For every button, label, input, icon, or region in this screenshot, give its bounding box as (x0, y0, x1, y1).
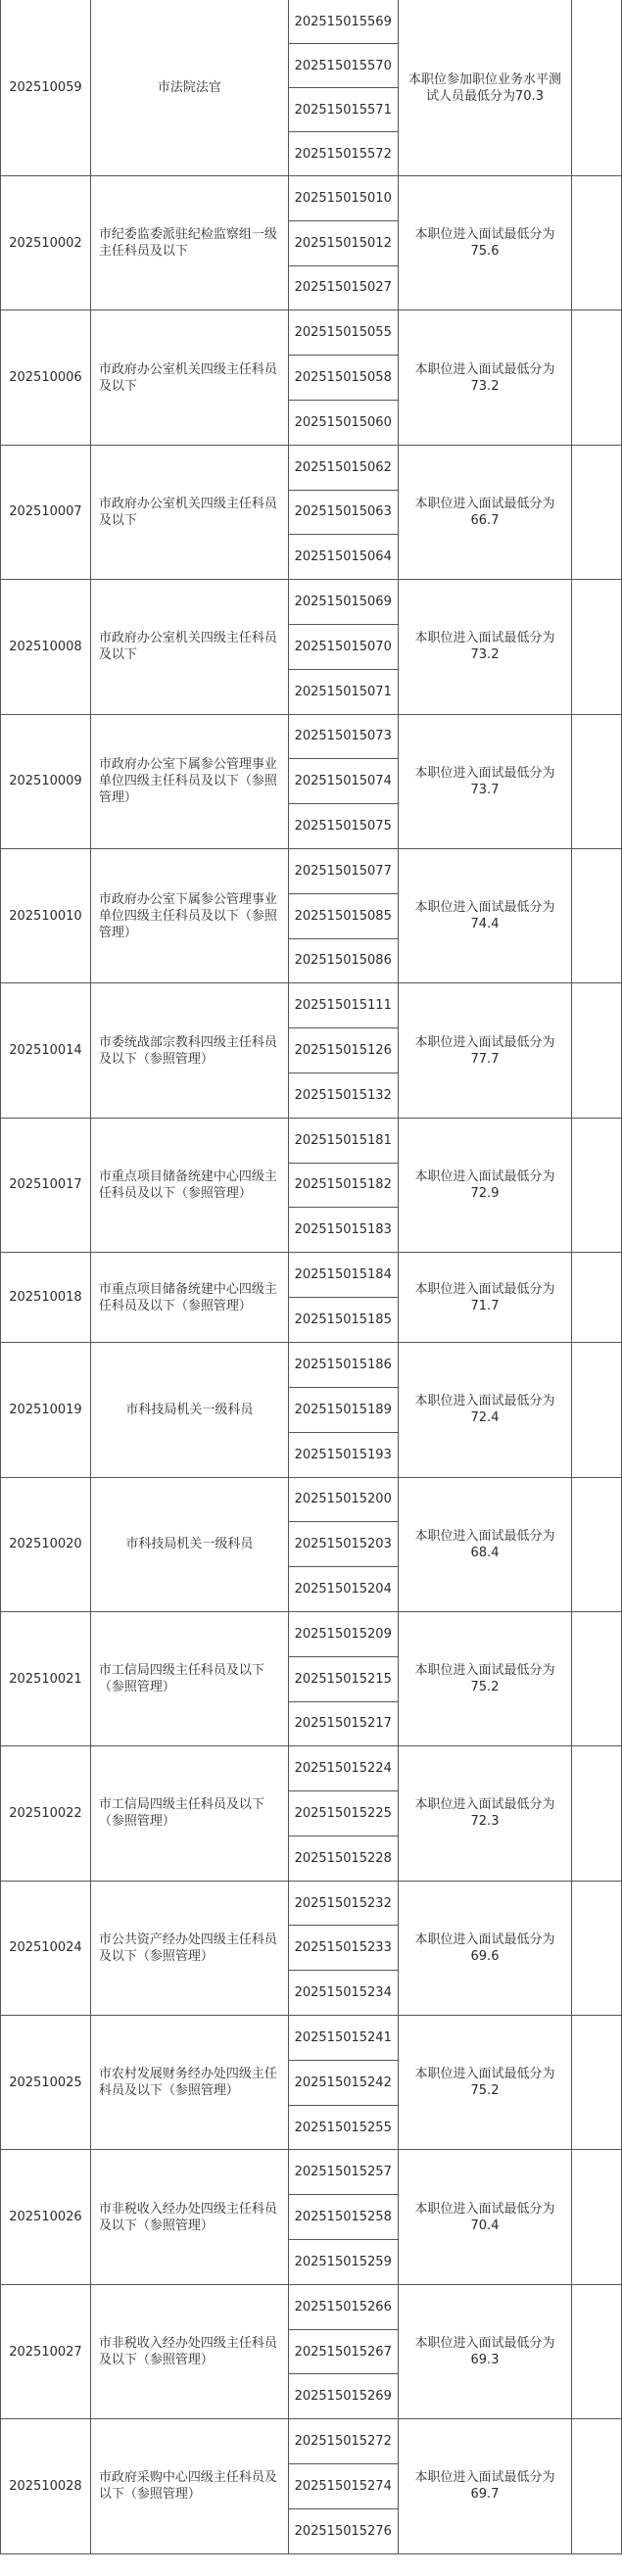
position-title: 市政府办公室机关四级主任科员及以下 (90, 580, 288, 714)
candidate-number: 202515015181 (288, 1118, 398, 1163)
table-row (1, 2419, 622, 2464)
candidate-number: 202515015189 (288, 1387, 398, 1432)
candidate-number: 202515015571 (288, 88, 398, 132)
candidate-number: 202515015074 (288, 759, 398, 804)
candidate-number: 202515015069 (288, 580, 398, 625)
position-code: 202510018 (1, 1253, 91, 1343)
table-row (1, 2284, 622, 2329)
cutoff-note: 本职位进入面试最低分为71.7 (398, 1253, 572, 1343)
cutoff-note: 本职位进入面试最低分为69.7 (398, 2419, 572, 2553)
position-title: 市纪委监委派驻纪检监察组一级主任科员及以下 (90, 176, 288, 310)
position-code: 202510025 (1, 2016, 91, 2150)
remarks-cell (572, 1881, 622, 2015)
position-code: 202510021 (1, 1611, 91, 1745)
position-title: 市重点项目储备统建中心四级主任科员及以下（参照管理） (90, 1118, 288, 1252)
table-body (1, 0, 622, 2553)
cutoff-note: 本职位进入面试最低分为75.2 (398, 2016, 572, 2150)
remarks-cell (572, 445, 622, 579)
candidate-number: 202515015204 (288, 1567, 398, 1612)
candidate-number: 202515015272 (288, 2419, 398, 2464)
remarks-cell (572, 176, 622, 310)
position-code: 202510006 (1, 310, 91, 445)
candidate-number: 202515015215 (288, 1656, 398, 1701)
cutoff-note: 本职位进入面试最低分为75.2 (398, 1611, 572, 1745)
candidate-number: 202515015186 (288, 1343, 398, 1388)
position-code: 202510002 (1, 176, 91, 310)
cutoff-note: 本职位参加职位业务水平测试人员最低分为70.3 (398, 0, 572, 176)
table-row (1, 1881, 622, 1926)
table-row (1, 310, 622, 356)
candidate-number: 202515015012 (288, 220, 398, 265)
candidate-number: 202515015572 (288, 132, 398, 176)
cutoff-note: 本职位进入面试最低分为72.4 (398, 1343, 572, 1477)
candidate-number: 202515015184 (288, 1253, 398, 1298)
candidate-number: 202515015058 (288, 356, 398, 401)
candidate-number: 202515015233 (288, 1926, 398, 1971)
candidate-number: 202515015217 (288, 1701, 398, 1746)
cutoff-note: 本职位进入面试最低分为72.3 (398, 1746, 572, 1881)
candidate-number: 202515015570 (288, 44, 398, 88)
position-code: 202510017 (1, 1118, 91, 1252)
position-title: 市政府办公室机关四级主任科员及以下 (90, 310, 288, 445)
candidate-number: 202515015203 (288, 1522, 398, 1567)
position-code: 202510010 (1, 848, 91, 982)
candidate-number: 202515015269 (288, 2374, 398, 2419)
table-row (1, 580, 622, 625)
table-row (1, 176, 622, 221)
candidate-number: 202515015111 (288, 983, 398, 1028)
candidate-number: 202515015241 (288, 2016, 398, 2061)
position-title: 市工信局四级主任科员及以下（参照管理） (90, 1611, 288, 1745)
remarks-cell (572, 310, 622, 445)
cutoff-note: 本职位进入面试最低分为72.9 (398, 1118, 572, 1252)
candidate-number: 202515015257 (288, 2150, 398, 2195)
position-code: 202510024 (1, 1881, 91, 2015)
cutoff-note: 本职位进入面试最低分为73.2 (398, 580, 572, 714)
candidate-number: 202515015182 (288, 1163, 398, 1208)
candidate-number: 202515015224 (288, 1746, 398, 1791)
candidate-number: 202515015062 (288, 445, 398, 490)
position-title: 市重点项目储备统建中心四级主任科员及以下（参照管理） (90, 1253, 288, 1343)
candidate-number: 202515015132 (288, 1073, 398, 1118)
position-code: 202510014 (1, 983, 91, 1118)
candidate-number: 202515015064 (288, 535, 398, 580)
position-title: 市非税收入经办处四级主任科员及以下（参照管理） (90, 2150, 288, 2284)
candidate-number: 202515015070 (288, 624, 398, 669)
remarks-cell (572, 1343, 622, 1477)
table-row (1, 714, 622, 759)
remarks-cell (572, 1253, 622, 1343)
cutoff-note: 本职位进入面试最低分为69.3 (398, 2284, 572, 2418)
table-row (1, 1253, 622, 1298)
position-code: 202510009 (1, 714, 91, 848)
candidate-number: 202515015266 (288, 2284, 398, 2329)
table-row (1, 1343, 622, 1388)
position-title: 市农村发展财务经办处四级主任科员及以下（参照管理） (90, 2016, 288, 2150)
candidate-number: 202515015193 (288, 1432, 398, 1477)
candidate-number: 202515015055 (288, 310, 398, 356)
candidate-number: 202515015209 (288, 1611, 398, 1656)
remarks-cell (572, 2150, 622, 2284)
candidate-number: 202515015071 (288, 669, 398, 714)
table-row (1, 1118, 622, 1163)
remarks-cell (572, 0, 622, 176)
position-code: 202510028 (1, 2419, 91, 2553)
position-code: 202510027 (1, 2284, 91, 2418)
candidate-number: 202515015077 (288, 848, 398, 893)
table-row (1, 983, 622, 1028)
candidate-number: 202515015259 (288, 2240, 398, 2285)
cutoff-note: 本职位进入面试最低分为73.7 (398, 714, 572, 848)
remarks-cell (572, 580, 622, 714)
candidate-number: 202515015255 (288, 2105, 398, 2150)
candidate-number: 202515015274 (288, 2464, 398, 2509)
cutoff-note: 本职位进入面试最低分为73.2 (398, 310, 572, 445)
remarks-cell (572, 1611, 622, 1745)
position-code: 202510008 (1, 580, 91, 714)
table-row (1, 445, 622, 490)
remarks-cell (572, 1118, 622, 1252)
position-title: 市政府采购中心四级主任科员及以下（参照管理） (90, 2419, 288, 2553)
candidate-number: 202515015185 (288, 1298, 398, 1343)
cutoff-note: 本职位进入面试最低分为77.7 (398, 983, 572, 1118)
candidate-number: 202515015234 (288, 1971, 398, 2016)
remarks-cell (572, 983, 622, 1118)
candidate-number: 202515015267 (288, 2329, 398, 2374)
candidate-number: 202515015258 (288, 2195, 398, 2240)
position-code: 202510007 (1, 445, 91, 579)
position-code: 202510019 (1, 1343, 91, 1477)
cutoff-note: 本职位进入面试最低分为68.4 (398, 1477, 572, 1611)
position-title: 市政府办公室下属参公管理事业单位四级主任科员及以下（参照管理） (90, 848, 288, 982)
candidate-number: 202515015085 (288, 893, 398, 938)
table-row (1, 1746, 622, 1791)
position-code: 202510020 (1, 1477, 91, 1611)
cutoff-note: 本职位进入面试最低分为70.4 (398, 2150, 572, 2284)
position-code: 202510026 (1, 2150, 91, 2284)
candidate-number: 202515015225 (288, 1791, 398, 1837)
position-title: 市工信局四级主任科员及以下（参照管理） (90, 1746, 288, 1881)
candidate-number: 202515015086 (288, 938, 398, 983)
position-title: 市科技局机关一级科员 (90, 1343, 288, 1477)
cutoff-note: 本职位进入面试最低分为75.6 (398, 176, 572, 310)
candidate-number: 202515015073 (288, 714, 398, 759)
table-row (1, 848, 622, 893)
remarks-cell (572, 2016, 622, 2150)
table-row (1, 1611, 622, 1656)
position-code: 202510059 (1, 0, 91, 176)
candidate-number: 202515015232 (288, 1881, 398, 1926)
cutoff-note: 本职位进入面试最低分为66.7 (398, 445, 572, 579)
remarks-cell (572, 2419, 622, 2553)
remarks-cell (572, 848, 622, 982)
remarks-cell (572, 1477, 622, 1611)
remarks-cell (572, 714, 622, 848)
candidate-number: 202515015063 (288, 490, 398, 535)
position-title: 市科技局机关一级科员 (90, 1477, 288, 1611)
position-code: 202510022 (1, 1746, 91, 1881)
remarks-cell (572, 1746, 622, 1881)
table-row (1, 1477, 622, 1522)
position-title: 市委统战部宗教科四级主任科员及以下（参照管理） (90, 983, 288, 1118)
remarks-cell (572, 2284, 622, 2418)
candidate-number: 202515015126 (288, 1028, 398, 1073)
cutoff-note: 本职位进入面试最低分为74.4 (398, 848, 572, 982)
table-row (1, 2016, 622, 2061)
candidate-number: 202515015228 (288, 1836, 398, 1881)
candidate-number: 202515015569 (288, 0, 398, 44)
position-title: 市法院法官 (90, 0, 288, 176)
candidate-number: 202515015027 (288, 265, 398, 310)
candidate-number: 202515015183 (288, 1208, 398, 1253)
table-row (1, 0, 622, 44)
candidate-number: 202515015075 (288, 804, 398, 849)
position-title: 市政府办公室下属参公管理事业单位四级主任科员及以下（参照管理） (90, 714, 288, 848)
candidate-number: 202515015200 (288, 1477, 398, 1522)
position-title: 市公共资产经办处四级主任科员及以下（参照管理） (90, 1881, 288, 2015)
cutoff-note: 本职位进入面试最低分为69.6 (398, 1881, 572, 2015)
table-row (1, 2150, 622, 2195)
candidate-number: 202515015242 (288, 2060, 398, 2105)
position-title: 市政府办公室机关四级主任科员及以下 (90, 445, 288, 579)
candidate-number: 202515015060 (288, 400, 398, 445)
candidate-number: 202515015010 (288, 176, 398, 221)
position-title: 市非税收入经办处四级主任科员及以下（参照管理） (90, 2284, 288, 2418)
candidate-number: 202515015276 (288, 2508, 398, 2553)
